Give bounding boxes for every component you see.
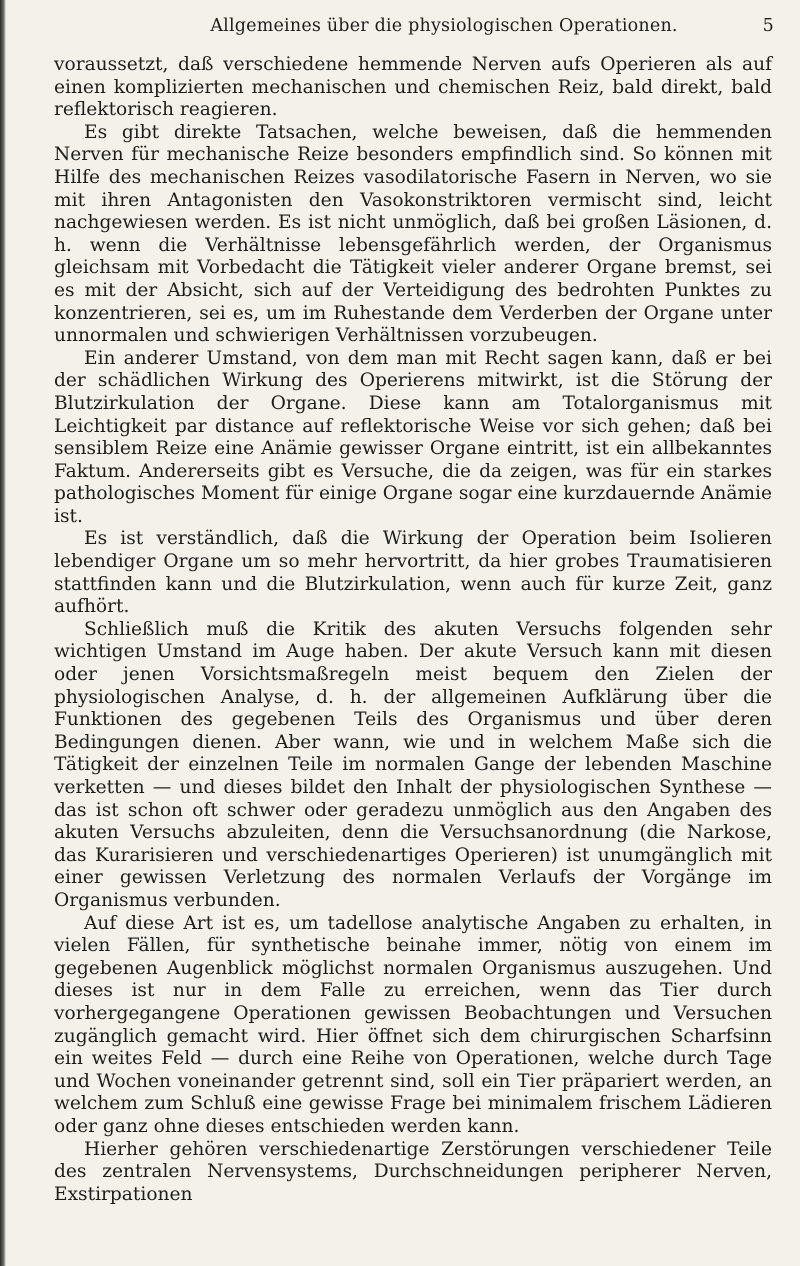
page-number: 5 [762, 16, 774, 36]
paragraph: Schließlich muß die Kritik des akuten Versuchs folgenden sehr wichtigen Umstand im Auge haben. Der akute Versuch kann mit diesen oder jenen Vorsichtsmaßregeln meist bequem den Zielen der physiologischen Analyse, d. h. der allgemeinen Aufklärung über die Funktionen des gegebenen Teils des Organismus und über deren Bedingungen dienen. Aber wann, wie und in welchem Maße sich die Tätigkeit der einzelnen Teile im normalen Gange der lebenden Maschine verketten — und dieses bildet den Inhalt der physiologischen Synthese — das ist schon oft schwer oder geradezu unmöglich aus den Angaben des akuten Versuchs abzuleiten, denn die Versuchsanordnung (die Narkose, das Kurarisieren und verschiedenartiges Operieren) ist unumgänglich mit einer gewissen Verletzung des normalen Verlaufs der Vorgänge im Organismus verbunden. [54, 618, 772, 911]
body-text [54, 54, 772, 1206]
running-header [114, 16, 774, 44]
paragraph: Auf diese Art ist es, um tadellose analytische Angaben zu erhalten, in vielen Fällen, für synthetische beinahe immer, nötig von einem im gegebenen Augenblick möglichst normalen Organismus auszugehen. Und dieses ist nur in dem Falle zu erreichen, wenn das Tier durch vorhergegangene Operationen gewissen Beobachtungen und Versuchen zugänglich gemacht wird. Hier öffnet sich dem chirurgischen Scharfsinn ein weites Feld — durch eine Reihe von Operationen, welche durch Tage und Wochen voneinander getrennt sind, soll ein Tier präpariert werden, an welchem zum Schluß eine gewisse Frage bei minimalem frischem Lädieren oder ganz ohne dieses entschieden werden kann. [54, 912, 772, 1137]
paragraph: Es gibt direkte Tatsachen, welche beweisen, daß die hemmenden Nerven für mechanische Reize besonders empfindlich sind. So können mit Hilfe des mechanischen Reizes vasodilatorische Fasern in Nerven, wo sie mit ihren Antagonisten den Vasokonstriktoren vermischt sind, leicht nachgewiesen werden. Es ist nicht unmöglich, daß bei großen Läsionen, d. h. wenn die Verhältnisse lebensgefährlich werden, der Organismus gleichsam mit Vorbedacht die Tätigkeit vieler anderer Organe bremst, sei es mit der Absicht, sich auf der Verteidigung des bedrohten Punktes zu konzentrieren, sei es, um im Ruhestande dem Verderben der Organe unter unnormalen und schwierigen Verhältnissen vorzubeugen. [54, 121, 772, 347]
paragraph: Hierher gehören verschiedenartige Zerstörungen verschiedener Teile des zentralen Nervensystems, Durchschneidungen peripherer Nerven, Exstirpationen [54, 1138, 772, 1205]
paragraph: Ein anderer Umstand, von dem man mit Recht sagen kann, daß er bei der schädlichen Wirkung des Operierens mitwirkt, ist die Störung der Blutzirkulation der Organe. Diese kann am Totalorganismus mit Leichtigkeit par distance auf reflektorische Weise vor sich gehen; daß bei sensiblem Reize eine Anämie gewisser Organe eintritt, ist ein allbekanntes Faktum. Andererseits gibt es Versuche, die da zeigen, was für ein starkes pathologisches Moment für einige Organe sogar eine kurzdauernde Anämie ist. [54, 347, 772, 527]
paragraph: voraussetzt, daß verschiedene hemmende Nerven aufs Operieren als auf einen komplizierten mechanischen und chemischen Reiz, bald direkt, bald reflektorisch reagieren. [54, 54, 772, 121]
page-binding-edge [0, 0, 6, 1266]
running-title: Allgemeines über die physiologischen Operationen. [210, 16, 678, 36]
paragraph: Es ist verständlich, daß die Wirkung der Operation beim Isolieren lebendiger Organe um so mehr hervortritt, da hier grobes Traumatisieren stattfinden kann und die Blutzirkulation, wenn auch für kurze Zeit, ganz aufhört. [54, 528, 772, 618]
